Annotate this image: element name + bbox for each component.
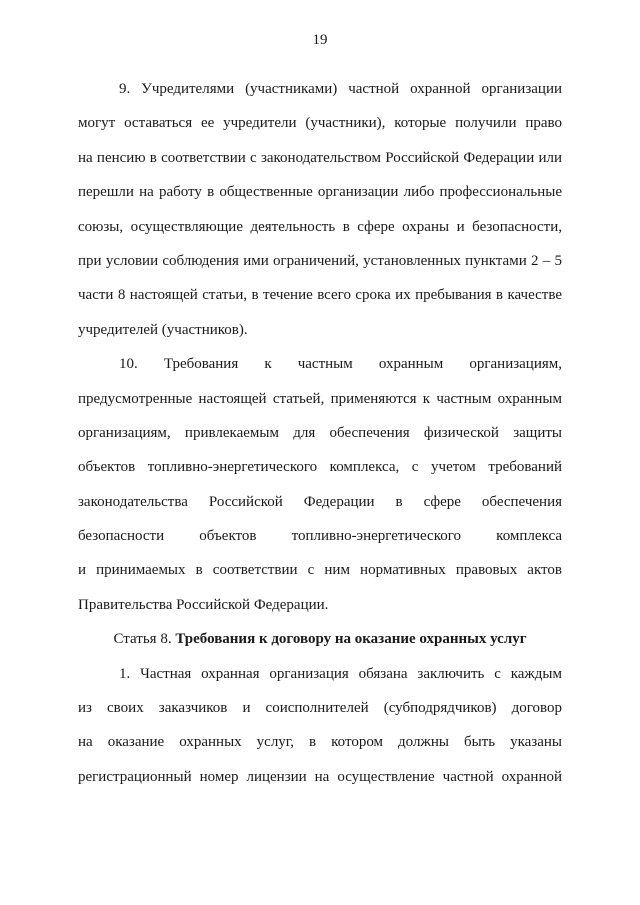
text-line: из своих заказчиков и соисполнителей (субподрядчиков) договор [78, 700, 562, 717]
text-line: безопасности объектов топливно-энергетического комплекса [78, 528, 562, 545]
text-line: на оказание охранных услуг, в котором должны быть указаны [78, 734, 562, 751]
article-number: Статья 8. [113, 631, 176, 648]
text-line: части 8 настоящей статьи, в течение всего срока их пребывания в качестве [78, 287, 562, 304]
text-line: предусмотренные настоящей статьей, применяются к частным охранным [78, 390, 562, 407]
text-line: 9. Учредителями (участниками) частной охранной организации [119, 81, 562, 97]
page-number: 19 [312, 32, 328, 48]
paragraph-10 [78, 347, 562, 622]
text-line: могут оставаться ее учредители (участники), которые получили право [78, 115, 562, 132]
text-line: и принимаемых в соответствии с ним нормативных правовых актов [78, 562, 562, 579]
text-line: на пенсию в соответствии с законодательством Российской Федерации или [78, 149, 562, 166]
text-line: организациям, привлекаемым для обеспечения физической защиты [78, 424, 562, 441]
text-line: при условии соблюдения ими ограничений, установленных пунктами 2 – 5 [78, 252, 562, 269]
text-line: 10. Требования к частным охранным организациям, [119, 356, 562, 373]
document-body [78, 72, 562, 794]
text-line: перешли на работу в общественные организации либо профессиональные [78, 184, 562, 201]
text-line: регистрационный номер лицензии на осуществление частной охранной [78, 768, 562, 785]
text-line: законодательства Российской Федерации в сфере обеспечения [78, 493, 562, 510]
paragraph-9 [78, 72, 562, 347]
text-line: учредителей (участников). [78, 321, 248, 338]
article-title: Требования к договору на оказание охранных услуг [175, 631, 527, 648]
text-line: Правительства Российской Федерации. [78, 596, 329, 613]
article-heading [78, 622, 562, 656]
text-line: 1. Частная охранная организация обязана заключить с каждым [119, 665, 562, 682]
text-line: объектов топливно-энергетического комплекса, с учетом требований [78, 459, 562, 476]
article8-paragraph-1 [78, 657, 562, 795]
text-line: союзы, осуществляющие деятельность в сфере охраны и безопасности, [78, 218, 562, 235]
